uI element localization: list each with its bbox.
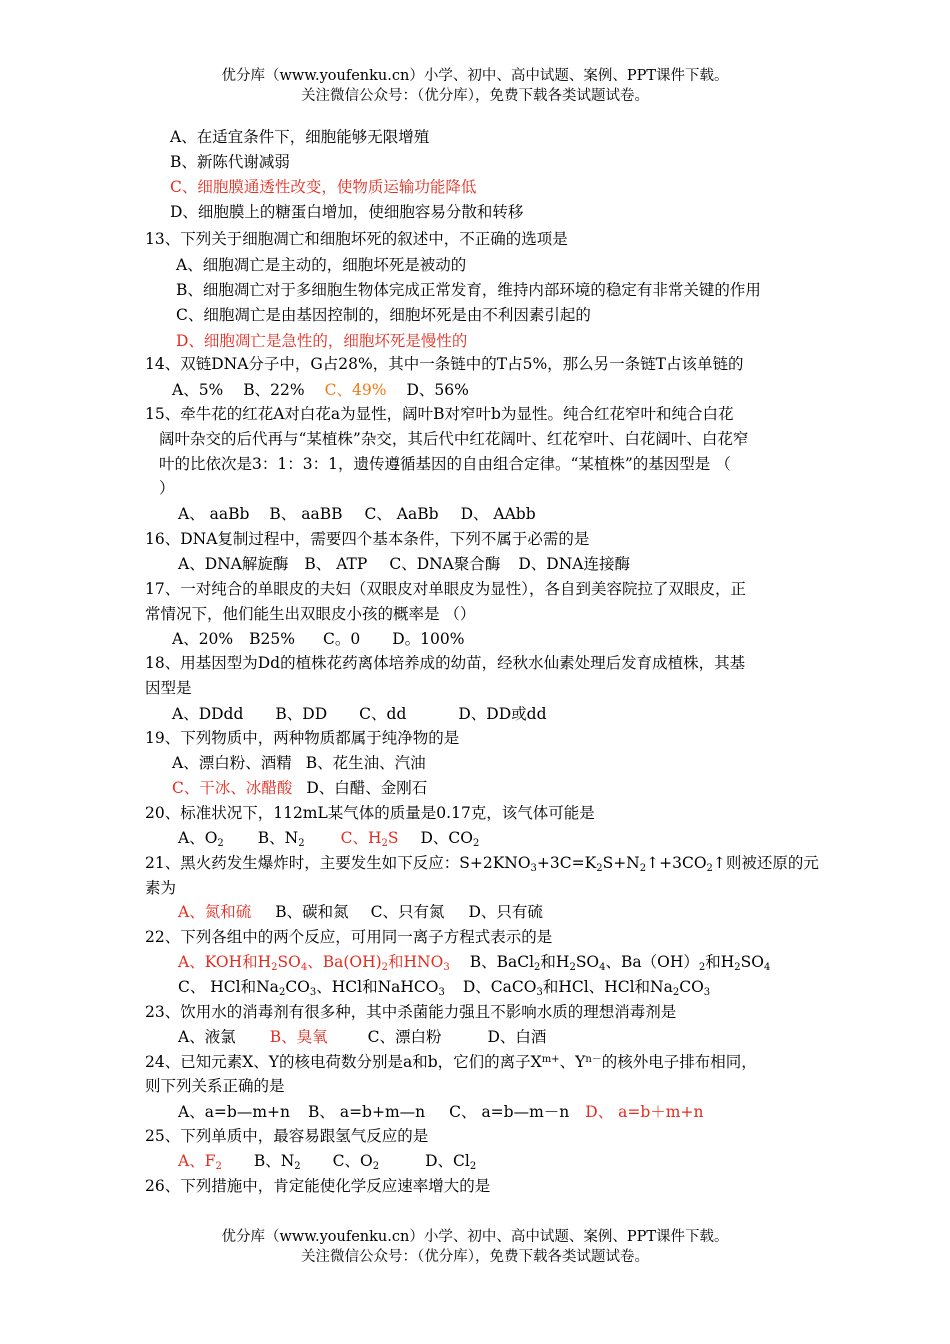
q25-option-a-answer: A、$F_2$: [178, 1152, 222, 1172]
q12-option-b: B、新陈代谢减弱: [170, 153, 290, 171]
q21-stem-line-1: 21、黑火药发生爆炸时，主要发生如下反应：$S+2KNO_3+3C=K_2S+N_2↑+3CO_2↑$则被还原的元: [145, 854, 819, 874]
q19-option-c-answer: C、干冰、冰醋酸: [172, 779, 293, 797]
q23-option-d: D、白酒: [487, 1028, 547, 1046]
header-line-1: 优分库（www.youfenku.cn）小学、初中、高中试题、案例、PPT课件下载。: [221, 68, 729, 84]
q19-option-d: D、白醋、金刚石: [306, 779, 428, 797]
q15-stem-line-2: 阔叶杂交的后代再与“某植株”杂交，其后代中红花阔叶、红花窄叶、白花阔叶、白花窄: [159, 430, 749, 448]
q15-stem-line-4: ）: [159, 479, 175, 497]
q25-option-d: D、$Cl_2$: [425, 1152, 477, 1172]
q16-stem: 16、DNA复制过程中，需要四个基本条件，下列不属于必需的是: [145, 530, 590, 548]
q24-option-d-answer: D、 a=b＋m+n: [585, 1103, 704, 1121]
q19-options-row-1: [172, 752, 426, 774]
footer-line-2: 关注微信公众号：（优分库），免费下载各类试题试卷。: [301, 1249, 649, 1265]
q24-stem-line-2: 则下列关系正确的是: [145, 1077, 285, 1095]
q19-option-b: B、花生油、汽油: [305, 754, 426, 772]
q23-option-b-answer: B、臭氧: [269, 1028, 328, 1046]
q24-stem-line-1: 24、已知元素X、Y的核电荷数分别是a和b，它们的离子$X^{m+}$、$Y^{n-}$的核外电子排布相同，: [145, 1053, 757, 1071]
q12-option-c-answer: C、细胞膜通透性改变，使物质运输功能降低: [170, 178, 477, 196]
q21-stem-line-2: 素为: [145, 879, 177, 897]
q22-options-row-2: [178, 976, 710, 998]
q13-option-d-answer: D、细胞凋亡是急性的，细胞坏死是慢性的: [176, 332, 468, 350]
q12-option-d: D、细胞膜上的糖蛋白增加，使细胞容易分散和转移: [170, 203, 524, 221]
q15-stem-line-3: 叶的比依次是3：1：3：1，遗传遵循基因的自由组合定律。“某植株”的基因型是 （: [159, 455, 731, 473]
q25-options: [178, 1150, 476, 1172]
q16-option-d: D、DNA连接酶: [518, 555, 630, 573]
header-line-2: 关注微信公众号：（优分库），免费下载各类试题试卷。: [301, 88, 649, 104]
q24-option-a: A、a=b—m+n: [178, 1103, 291, 1121]
q25-option-c: C、$O_2$: [332, 1152, 380, 1172]
q24-option-c: C、 a=b—m－n: [449, 1103, 570, 1121]
q18-option-b: B、DD: [275, 705, 328, 723]
q18-stem-line-2: 因型是: [145, 679, 192, 697]
q18-option-c: C、dd: [359, 705, 407, 723]
q12-option-a: A、在适宜条件下，细胞能够无限增殖: [170, 128, 430, 146]
q22-option-b: B、BaCl$_2$和$H_2SO_4$、$Ba(OH)_2$和$H_2SO_4$: [469, 953, 771, 973]
q13-option-a: A、细胞凋亡是主动的，细胞坏死是被动的: [176, 256, 467, 274]
q21-option-d: D、只有硫: [468, 903, 543, 921]
q20-options: [178, 827, 479, 849]
q18-option-a: A、DDdd: [172, 705, 244, 723]
q14-option-b: B、22%: [243, 381, 305, 399]
q17-options: [172, 628, 464, 650]
q15-option-d: D、 AAbb: [460, 505, 536, 523]
q20-option-d: D、$CO_2$: [420, 829, 480, 849]
q24-option-b: B、 a=b+m—n: [308, 1103, 426, 1121]
q25-stem: 25、下列单质中，最容易跟氢气反应的是: [145, 1127, 429, 1145]
q15-option-c: C、 AaBb: [364, 505, 439, 523]
q14-option-d: D、56%: [406, 381, 469, 399]
q22-option-c: C、 HCl和$Na_2CO_3$、HCl和NaHCO$_3$: [178, 978, 445, 998]
q13-option-b: B、细胞凋亡对于多细胞生物体完成正常发育，维持内部环境的稳定有非常关键的作用: [176, 281, 761, 299]
q23-options: [178, 1026, 546, 1048]
q18-stem-line-1: 18、用基因型为Dd的植株花药离体培养成的幼苗，经秋水仙素处理后发育成植株，其基: [145, 654, 746, 672]
q23-option-a: A、液氯: [178, 1028, 236, 1046]
q20-option-a: A、$O_2$: [178, 829, 224, 849]
q15-options: [178, 503, 536, 525]
q22-options-row-1: [178, 951, 770, 973]
q22-stem: 22、下列各组中的两个反应，可用同一离子方程式表示的是: [145, 928, 553, 946]
q15-option-a: A、 aaBb: [178, 505, 250, 523]
q26-stem: 26、下列措施中，肯定能使化学反应速率增大的是: [145, 1177, 491, 1195]
q20-option-c-answer: C、$H_2S$: [340, 829, 399, 849]
q17-option-c: C。0: [323, 630, 361, 648]
q17-option-a: A、20%: [172, 630, 234, 648]
q17-option-d: D。100%: [392, 630, 465, 648]
q18-options: [172, 703, 547, 725]
q16-option-c: C、DNA聚合酶: [389, 555, 501, 573]
q25-option-b: B、$N_2$: [253, 1152, 301, 1172]
q16-options: [178, 553, 630, 575]
q14-option-c-answer: C、49%: [324, 381, 387, 399]
q14-option-a: A、5%: [172, 381, 224, 399]
q17-stem-line-1: 17、一对纯合的单眼皮的夫妇（双眼皮对单眼皮为显性），各自到美容院拉了双眼皮，正: [145, 580, 746, 598]
q24-options: [178, 1101, 703, 1123]
q13-option-c: C、细胞凋亡是由基因控制的，细胞坏死是由不利因素引起的: [176, 306, 591, 324]
q19-option-a: A、漂白粉、酒精: [172, 754, 292, 772]
q16-option-a: A、DNA解旋酶: [178, 555, 289, 573]
q21-option-c: C、只有氮: [370, 903, 445, 921]
q18-option-d: D、DD或dd: [458, 705, 547, 723]
q14-stem: 14、双链DNA分子中，G占28%，其中一条链中的T占5%，那么另一条链T占该单链的: [145, 355, 744, 373]
q21-options: [178, 901, 543, 923]
q21-option-a-answer: A、氮和硫: [178, 903, 252, 921]
q19-stem: 19、下列物质中，两种物质都属于纯净物的是: [145, 729, 460, 747]
q20-stem: 20、标准状况下，112mL某气体的质量是0.17克，该气体可能是: [145, 804, 595, 822]
q13-stem: 13、下列关于细胞凋亡和细胞坏死的叙述中，不正确的选项是: [145, 230, 568, 248]
q21-option-b: B、碳和氮: [275, 903, 349, 921]
q22-option-d: D、CaCO$_3$和HCl、HCl和$Na_2CO_3$: [462, 978, 711, 998]
q14-options: [172, 379, 469, 401]
q15-stem-line-1: 15、牵牛花的红花A对白花a为显性，阔叶B对窄叶b为显性。纯合红花窄叶和纯合白花: [145, 405, 734, 423]
q19-options-row-2: [172, 777, 427, 799]
q23-option-c: C、漂白粉: [367, 1028, 442, 1046]
footer-line-1: 优分库（www.youfenku.cn）小学、初中、高中试题、案例、PPT课件下载。: [221, 1229, 729, 1245]
q23-stem: 23、饮用水的消毒剂有很多种，其中杀菌能力强且不影响水质的理想消毒剂是: [145, 1003, 677, 1021]
q17-stem-line-2: 常情况下，他们能生出双眼皮小孩的概率是 （）: [145, 605, 476, 623]
q22-option-a-answer: A、KOH和$H_2SO_4$、$Ba(OH)_2$和$HNO_3$: [178, 953, 450, 973]
q15-option-b: B、 aaBB: [269, 505, 343, 523]
q17-option-b: B25%: [249, 630, 295, 648]
q20-option-b: B、$N_2$: [257, 829, 305, 849]
q16-option-b: B、 ATP: [304, 555, 368, 573]
